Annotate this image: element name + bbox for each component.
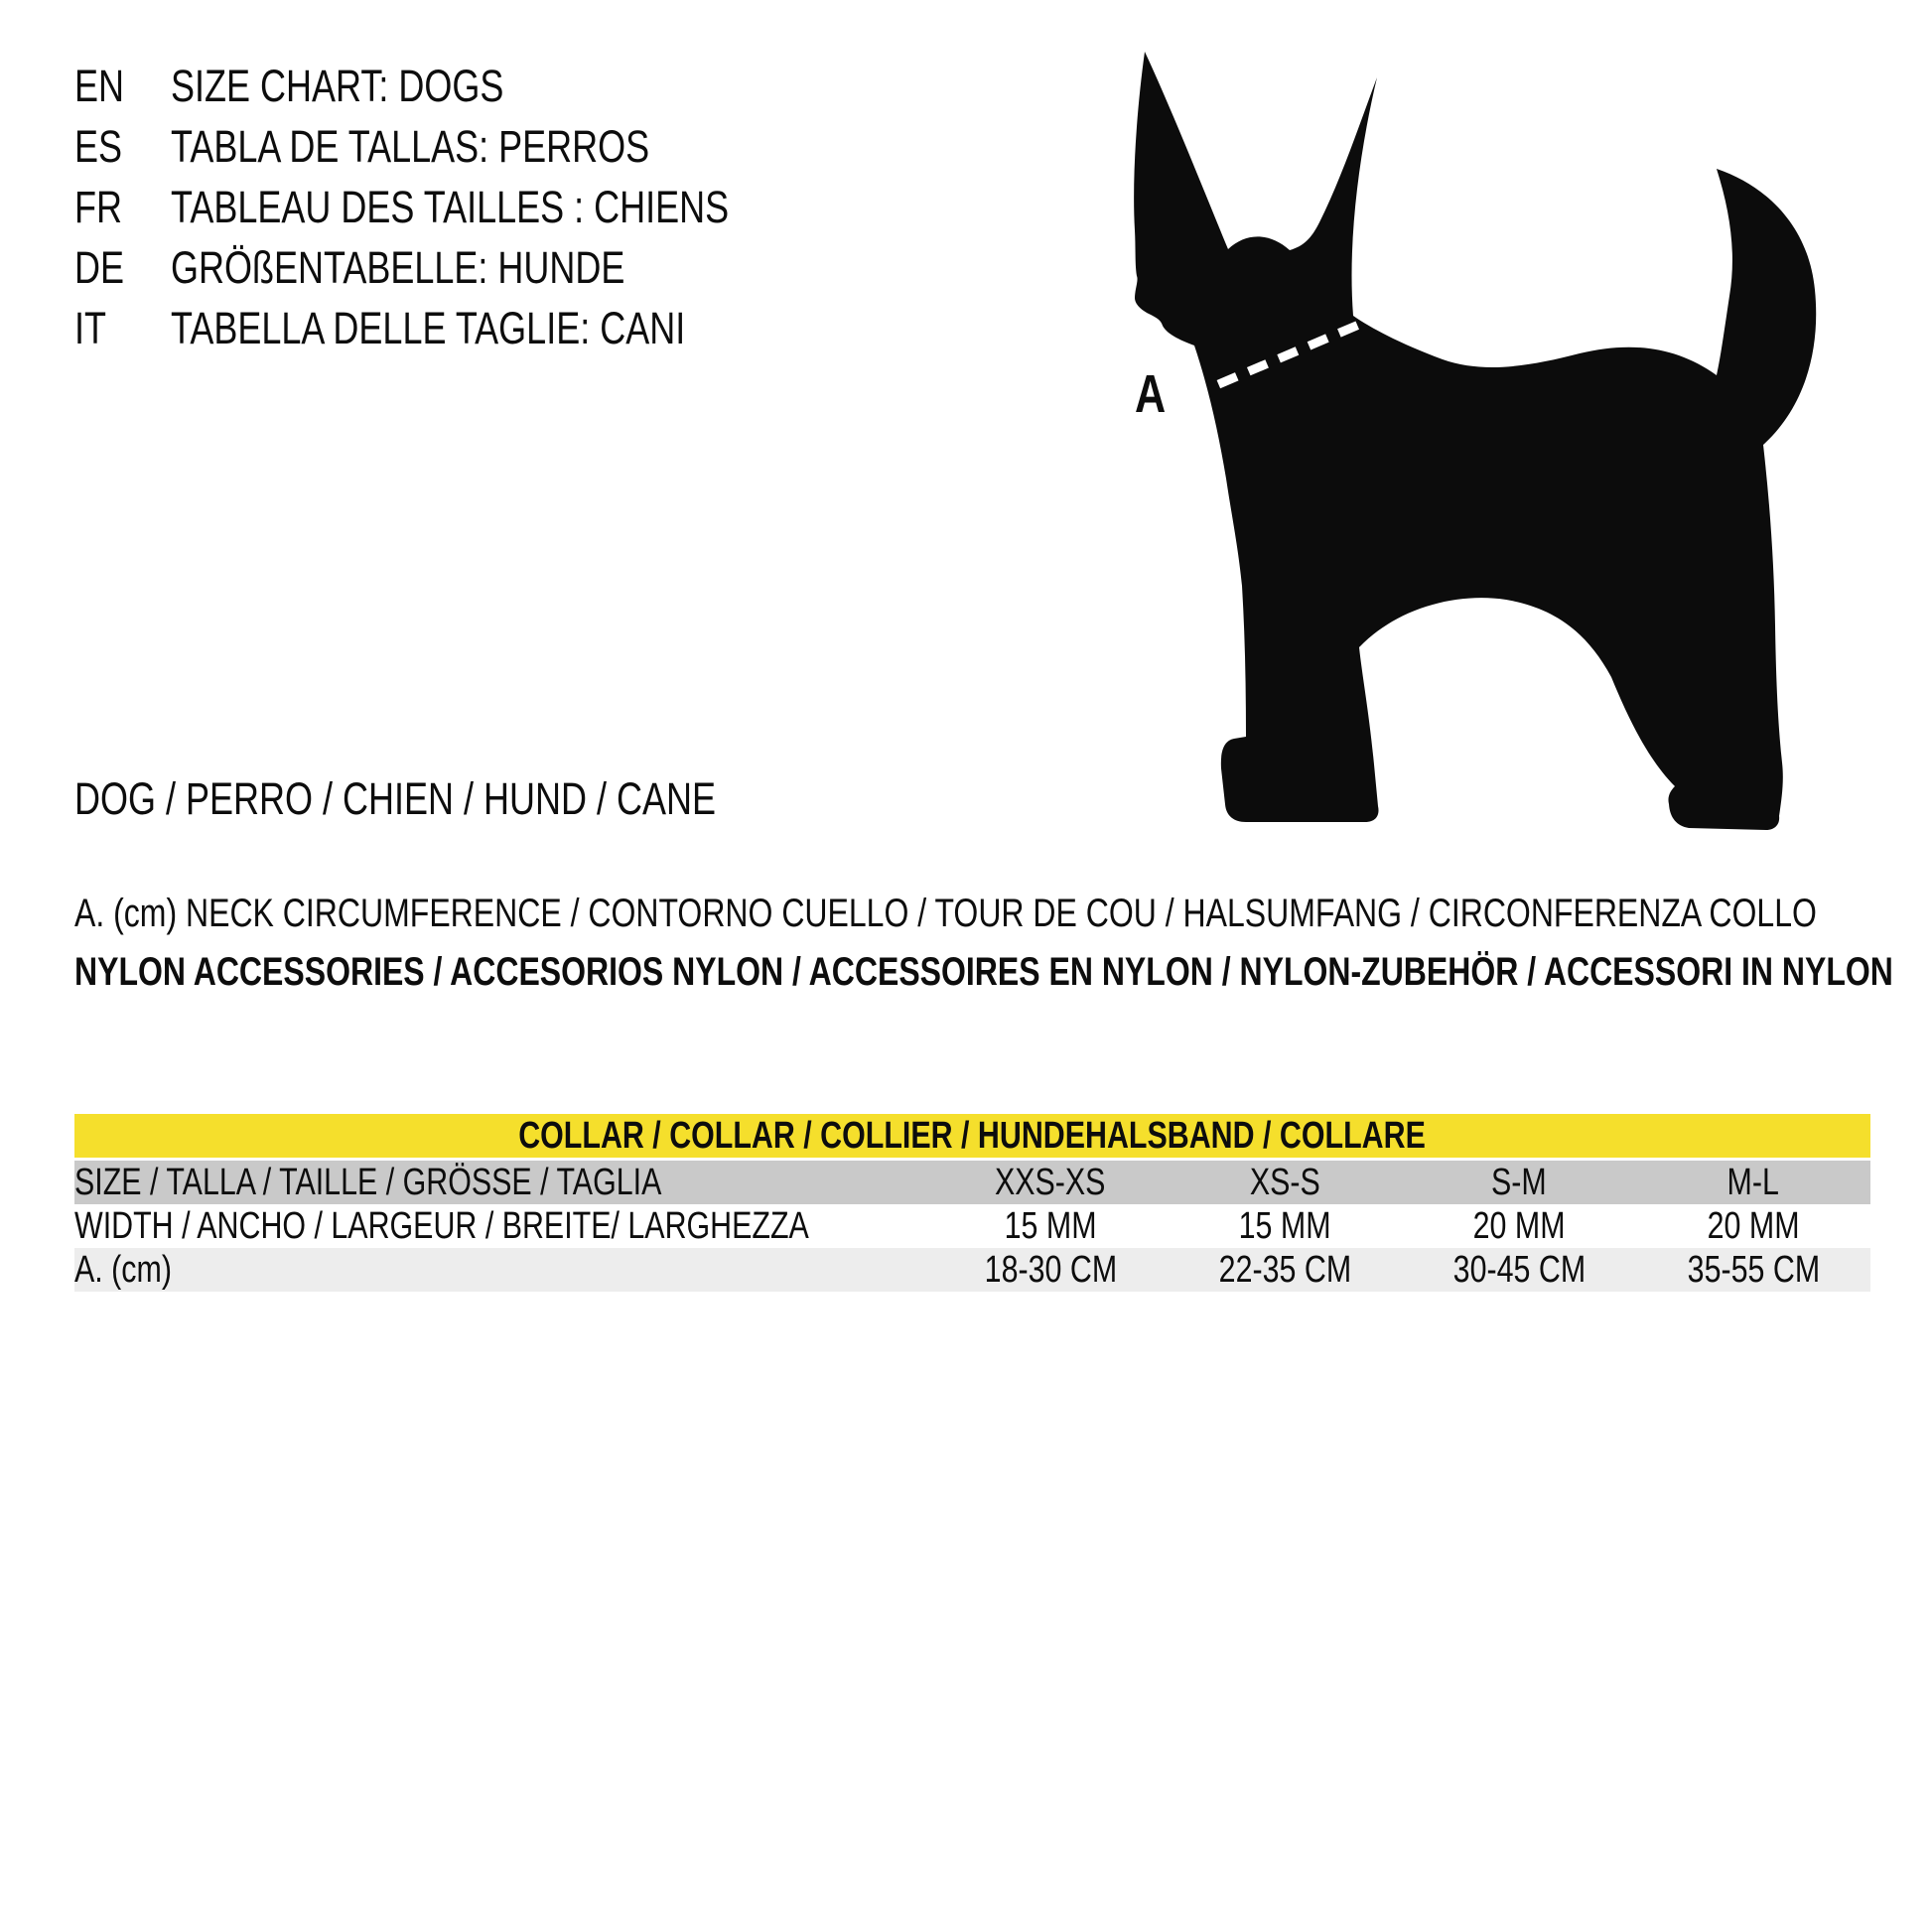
language-title-text: TABLEAU DES TAILLES : CHIENS xyxy=(171,181,730,232)
language-code xyxy=(74,303,171,354)
measure-point-label-text: A xyxy=(1135,364,1167,424)
language-code-text: EN xyxy=(74,60,125,111)
language-code xyxy=(74,121,171,173)
width-value: 20 MM xyxy=(1707,1204,1800,1247)
language-row-it xyxy=(74,298,869,358)
language-row-fr xyxy=(74,177,869,237)
neck-value: 35-55 CM xyxy=(1687,1248,1820,1291)
language-title-text: SIZE CHART: DOGS xyxy=(171,60,504,111)
row-label-cell xyxy=(74,1248,933,1292)
language-code-text: FR xyxy=(74,181,122,232)
language-title xyxy=(171,303,869,354)
neck-cell xyxy=(1402,1248,1636,1292)
dog-silhouette-icon xyxy=(1077,30,1832,839)
size-cell xyxy=(1402,1160,1636,1205)
neck-value: 30-45 CM xyxy=(1452,1248,1586,1291)
width-cell xyxy=(933,1204,1168,1248)
width-value: 20 MM xyxy=(1472,1204,1566,1247)
measurement-note-text: A. (cm) NECK CIRCUMFERENCE / CONTORNO CUELLO / TOUR DE COU / HALSUMFANG / CIRCONFERENZA COLLO xyxy=(74,892,1817,935)
figure-caption xyxy=(74,773,877,825)
table-row-width xyxy=(74,1204,1870,1248)
width-value: 15 MM xyxy=(1004,1204,1097,1247)
language-code xyxy=(74,61,171,112)
size-value: S-M xyxy=(1491,1161,1547,1203)
table-title-cell xyxy=(74,1114,1870,1160)
language-row-de xyxy=(74,237,869,298)
table-row-size xyxy=(74,1160,1870,1205)
language-title xyxy=(171,121,869,173)
collar-size-table-wrap xyxy=(74,1114,1870,1292)
language-title xyxy=(171,61,869,112)
language-code xyxy=(74,182,171,233)
table-title-text: COLLAR / COLLAR / COLLIER / HUNDEHALSBAND / COLLARE xyxy=(518,1114,1427,1157)
language-title-text: GRÖßENTABELLE: HUNDE xyxy=(171,241,625,293)
measurement-note xyxy=(74,885,1932,943)
width-cell xyxy=(1636,1204,1870,1248)
language-code xyxy=(74,242,171,294)
language-title-block xyxy=(74,56,869,358)
size-cell xyxy=(1168,1160,1402,1205)
material-note xyxy=(74,943,1932,1002)
neck-value: 18-30 CM xyxy=(984,1248,1117,1291)
neck-cell xyxy=(1168,1248,1402,1292)
language-row-en xyxy=(74,56,869,116)
row-label-text: A. (cm) xyxy=(74,1248,172,1291)
row-label-text: SIZE / TALLA / TAILLE / GRÖSSE / TAGLIA xyxy=(74,1161,662,1203)
neck-cell xyxy=(933,1248,1168,1292)
neck-value: 22-35 CM xyxy=(1218,1248,1351,1291)
notes-block xyxy=(74,885,1932,1002)
row-label-cell xyxy=(74,1160,933,1205)
language-code-text: DE xyxy=(74,241,125,293)
language-title-text: TABLA DE TALLAS: PERROS xyxy=(171,120,650,172)
width-cell xyxy=(1168,1204,1402,1248)
collar-size-table xyxy=(74,1114,1870,1292)
dog-silhouette-path xyxy=(1134,52,1816,830)
size-value: XS-S xyxy=(1249,1161,1320,1203)
size-value: XXS-XS xyxy=(995,1161,1106,1203)
size-value: M-L xyxy=(1726,1161,1780,1203)
size-cell xyxy=(1636,1160,1870,1205)
dog-measurement-figure xyxy=(1077,30,1832,839)
language-code-text: ES xyxy=(74,120,123,172)
language-title xyxy=(171,242,869,294)
width-value: 15 MM xyxy=(1238,1204,1331,1247)
language-row-es xyxy=(74,116,869,177)
measure-point-label xyxy=(1135,363,1173,425)
row-label-text: WIDTH / ANCHO / LARGEUR / BREITE/ LARGHEZZA xyxy=(74,1204,809,1247)
row-label-cell xyxy=(74,1204,933,1248)
language-code-text: IT xyxy=(74,302,106,353)
width-cell xyxy=(1402,1204,1636,1248)
neck-cell xyxy=(1636,1248,1870,1292)
table-row-neck-circumference xyxy=(74,1248,1870,1292)
language-title-text: TABELLA DELLE TAGLIE: CANI xyxy=(171,302,686,353)
table-header-row xyxy=(74,1114,1870,1160)
size-cell xyxy=(933,1160,1168,1205)
language-title xyxy=(171,182,869,233)
figure-caption-text: DOG / PERRO / CHIEN / HUND / CANE xyxy=(74,773,717,824)
material-note-text: NYLON ACCESSORIES / ACCESORIOS NYLON / ACCESSOIRES EN NYLON / NYLON-ZUBEHÖR / ACCESSORI IN NYLON xyxy=(74,950,1893,994)
